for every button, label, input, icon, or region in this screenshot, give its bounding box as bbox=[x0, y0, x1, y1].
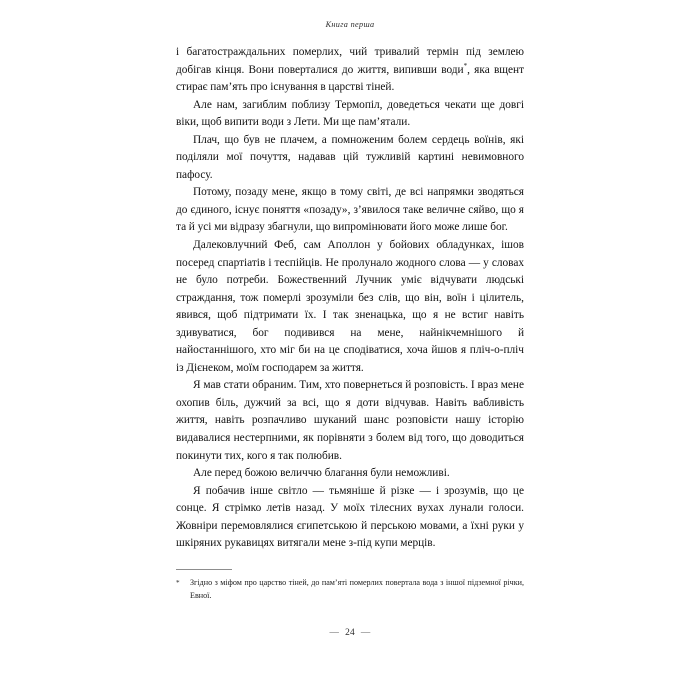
paragraph-text: і багатостраждальних померлих, чий тривалий термін під землею добігав кінця. Вони поверталися до життя, випивши води bbox=[176, 46, 524, 76]
footnote-separator-rule bbox=[176, 569, 232, 570]
folio-dash-left: — bbox=[329, 628, 340, 638]
footnote bbox=[176, 577, 524, 602]
paragraph: Далековлучний Феб, сам Аполлон у бойових обладунках, ішов посеред спартіатів і теспійців. Не пролунало жодного слова — у словах не було потреби. Божественний Лучник уміє відчувати людські страждання, тож померлі зрозуміли без слів, що він, воїн і цілитель, явився, щоб підтримати їх. І так зненацька, що я не встиг навіть здивуватися, бог подивився на мене, найнікчемнішого й найостаннішого, хто міг би на це сподіватися, хоча йшов я пліч-о-пліч із Дієнеком, моїм господарем за життя. bbox=[176, 239, 524, 374]
footnote-text: Згідно з міфом про царство тіней, до пам’яті померлих повертала вода з іншої підземної річки, Евної. bbox=[190, 578, 524, 600]
footnote-marker: * bbox=[176, 579, 180, 587]
footnote-reference-marker[interactable]: * bbox=[463, 61, 468, 70]
paragraph: Але перед божою величчю благання були неможливі. bbox=[193, 467, 450, 480]
running-head: Книга перша bbox=[325, 20, 375, 29]
footnote-zone bbox=[176, 569, 524, 602]
page-number: 24 bbox=[345, 628, 355, 638]
paragraph: Але нам, загиблим поблизу Термопіл, доведеться чекати ще довгі віки, щоб випити води з Лети. Ми ще пам’ятали. bbox=[176, 98, 524, 129]
paragraph: Я мав стати обраним. Тим, хто повернеться й розповість. І враз мене охопив біль, дужчий за всі, що я доти відчував. Навіть вабливість життя, навіть розпачливо шуканий шанс розповісти нашу історію видавалися нестерпними, як порівняти з болем від того, що доводиться покинути тих, кого я так полюбив. bbox=[176, 379, 524, 462]
folio-dash-right: — bbox=[360, 628, 371, 638]
paragraph: Потому, позаду мене, якщо в тому світі, де всі напрямки зводяться до єдиного, існує поняття «позаду», з’явилося таке величне сяйво, що я та й усі ми відразу збагнули, що випромінювати його може лише бог. bbox=[176, 186, 524, 234]
paragraph: Плач, що був не плачем, а помноженим болем сердець воїнів, які поділяли мої почуття, надавав цій тужливій картині невимовного пафосу. bbox=[176, 133, 524, 181]
paragraph bbox=[176, 44, 524, 97]
body-text-block bbox=[176, 44, 524, 553]
paragraph-text-tail: , яка вщент стирає пам’ять про існування в царстві тіней. bbox=[176, 63, 525, 94]
page-folio bbox=[0, 629, 700, 638]
paragraph: Я побачив інше світло — тьмяніше й різке — і зрозумів, що це сонце. Я стрімко летів назад. У моїх тілесних вухах лунали голоси. Жовніри перемовлялися єгипетською й перською мовами, а їхні руки у шкіряних рукавицях витягали мене з-під купи мерців. bbox=[176, 484, 524, 550]
